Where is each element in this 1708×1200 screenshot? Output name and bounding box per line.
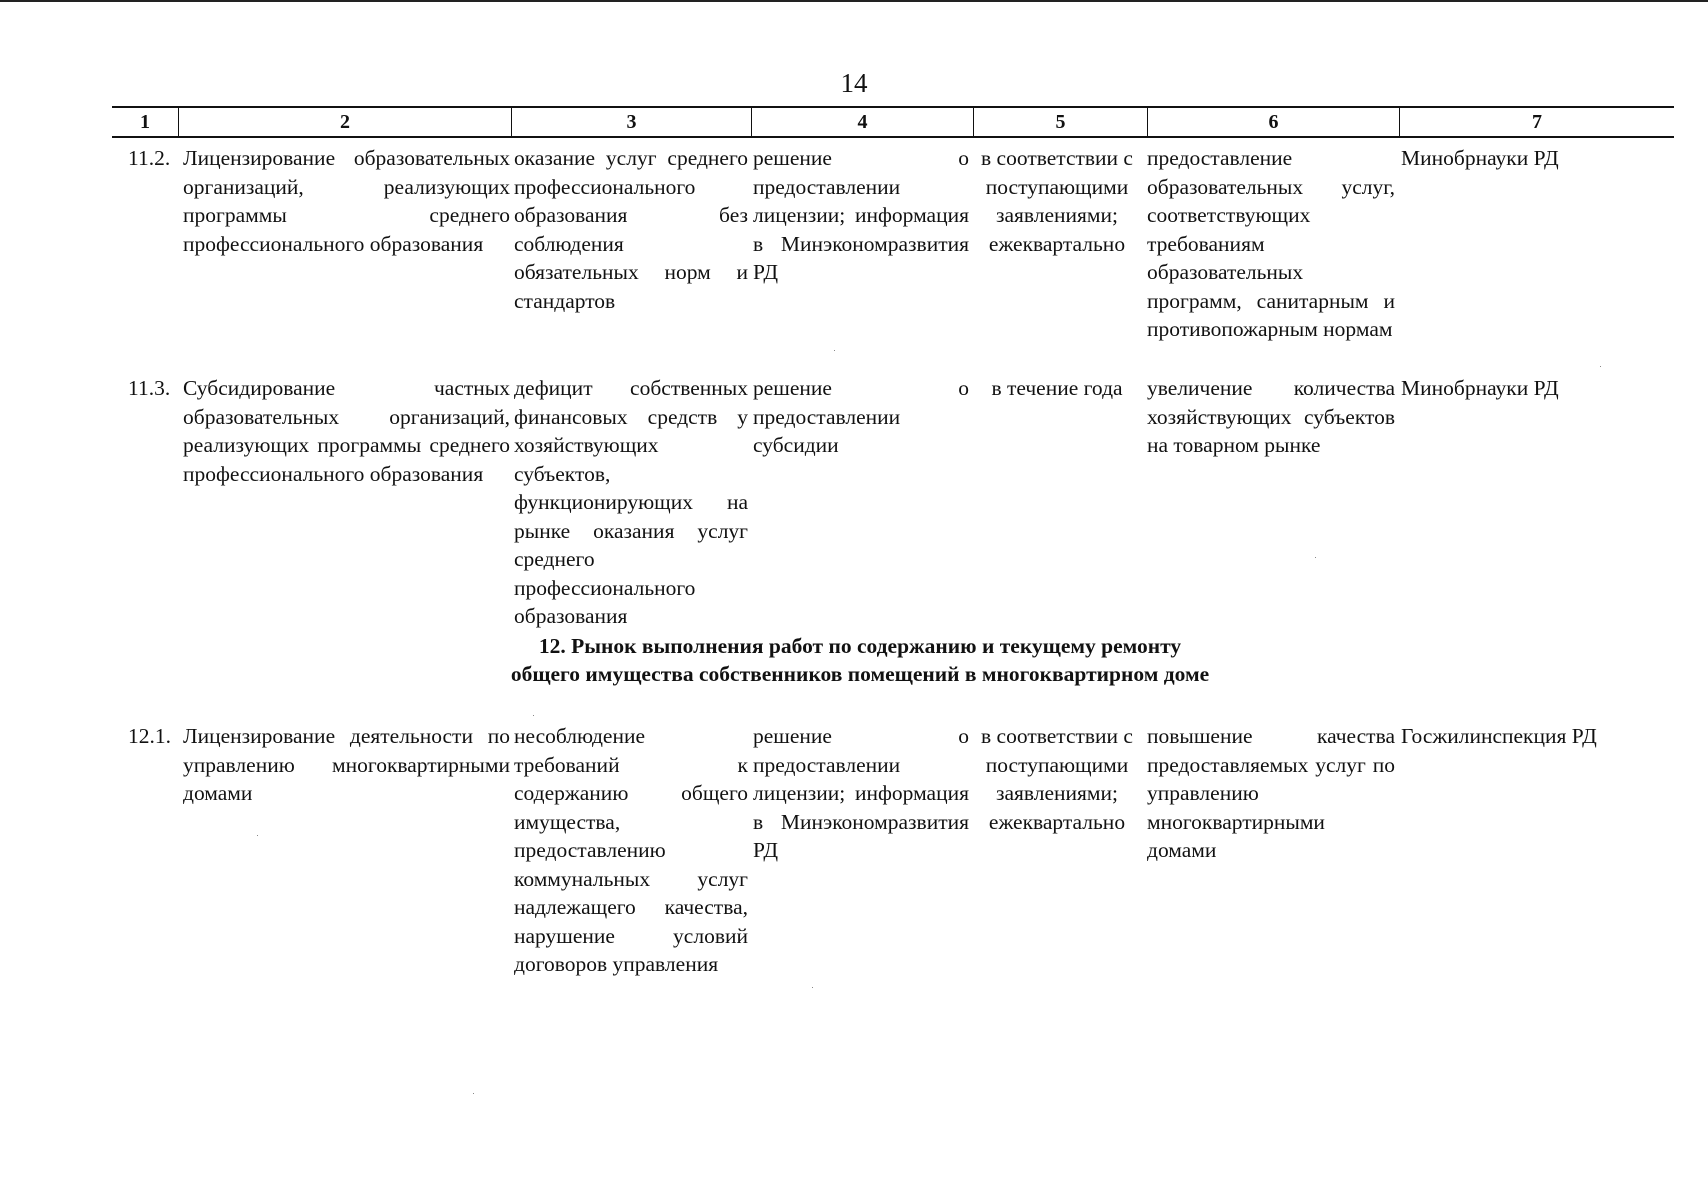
result-doc-cell: решение о предоставлении субсидии	[753, 376, 969, 457]
indicator-cell: увеличение количества хозяйствующих субъектов на товарном рынке	[1147, 376, 1395, 457]
measure-cell: Субсидирование частных образовательных организаций, реализующих программы среднего профессионального образования	[183, 376, 510, 486]
deadline-cell: в соответствии с поступающими заявлениями; ежеквартально	[981, 146, 1133, 256]
section-title-line-2: общего имущества собственников помещений в многоквартирном доме	[510, 662, 1210, 686]
problem-cell: несоблюдение требований к содержанию общего имущества, предоставлению коммунальных услуг надлежащего качества, нарушение условий договоров управления	[514, 724, 748, 976]
header-col-3: 3	[512, 108, 752, 136]
page-top-edge	[0, 0, 1708, 2]
indicator-cell: повышение качества предоставляемых услуг по управлению многоквартирными домами	[1147, 724, 1395, 862]
header-col-4: 4	[752, 108, 974, 136]
header-col-2: 2	[179, 108, 512, 136]
result-doc-cell: решение о предоставлении лицензии; информация в Минэкономразвития РД	[753, 146, 969, 284]
problem-cell: дефицит собственных финансовых средств у хозяйствующих субъектов, функционирующих на рынке оказания услуг среднего профессионального образования	[514, 376, 748, 628]
scan-speck	[1315, 557, 1316, 558]
row-number: 11.2.	[128, 146, 171, 170]
scan-speck	[533, 715, 534, 716]
header-col-5: 5	[974, 108, 1148, 136]
deadline-cell: в соответствии с поступающими заявлениями; ежеквартально	[981, 724, 1133, 834]
scan-speck	[1600, 366, 1601, 367]
scan-speck	[257, 835, 258, 836]
scan-speck	[812, 987, 813, 988]
result-doc-cell: решение о предоставлении лицензии; информация в Минэкономразвития РД	[753, 724, 969, 862]
section-12-title	[470, 632, 1250, 688]
row-number: 11.3.	[128, 376, 171, 400]
problem-cell: оказание услуг среднего профессионального образования без соблюдения обязательных норм и стандартов	[514, 146, 748, 313]
measure-cell: Лицензирование образовательных организаций, реализующих программы среднего профессионального образования	[183, 146, 510, 256]
measure-cell: Лицензирование деятельности по управлению многоквартирными домами	[183, 724, 510, 805]
header-col-1: 1	[112, 108, 179, 136]
responsible-cell: Минобрнауки РД	[1401, 146, 1559, 170]
responsible-cell: Минобрнауки РД	[1401, 376, 1559, 400]
row-number: 12.1.	[128, 724, 171, 748]
header-col-6: 6	[1148, 108, 1400, 136]
table-header-row	[112, 106, 1674, 138]
page-number: 14	[840, 68, 868, 98]
section-title-line-1: 12. Рынок выполнения работ по содержанию и текущему ремонту	[538, 634, 1182, 658]
indicator-cell: предоставление образовательных услуг, соответствующих требованиям образовательных программ, санитарным и противопожарным нормам	[1147, 146, 1395, 341]
deadline-cell: в течение года	[991, 376, 1123, 400]
header-col-7: 7	[1532, 111, 1542, 133]
scan-speck	[834, 350, 835, 351]
scan-speck	[473, 1093, 474, 1094]
responsible-cell: Госжилинспекция РД	[1401, 724, 1597, 748]
